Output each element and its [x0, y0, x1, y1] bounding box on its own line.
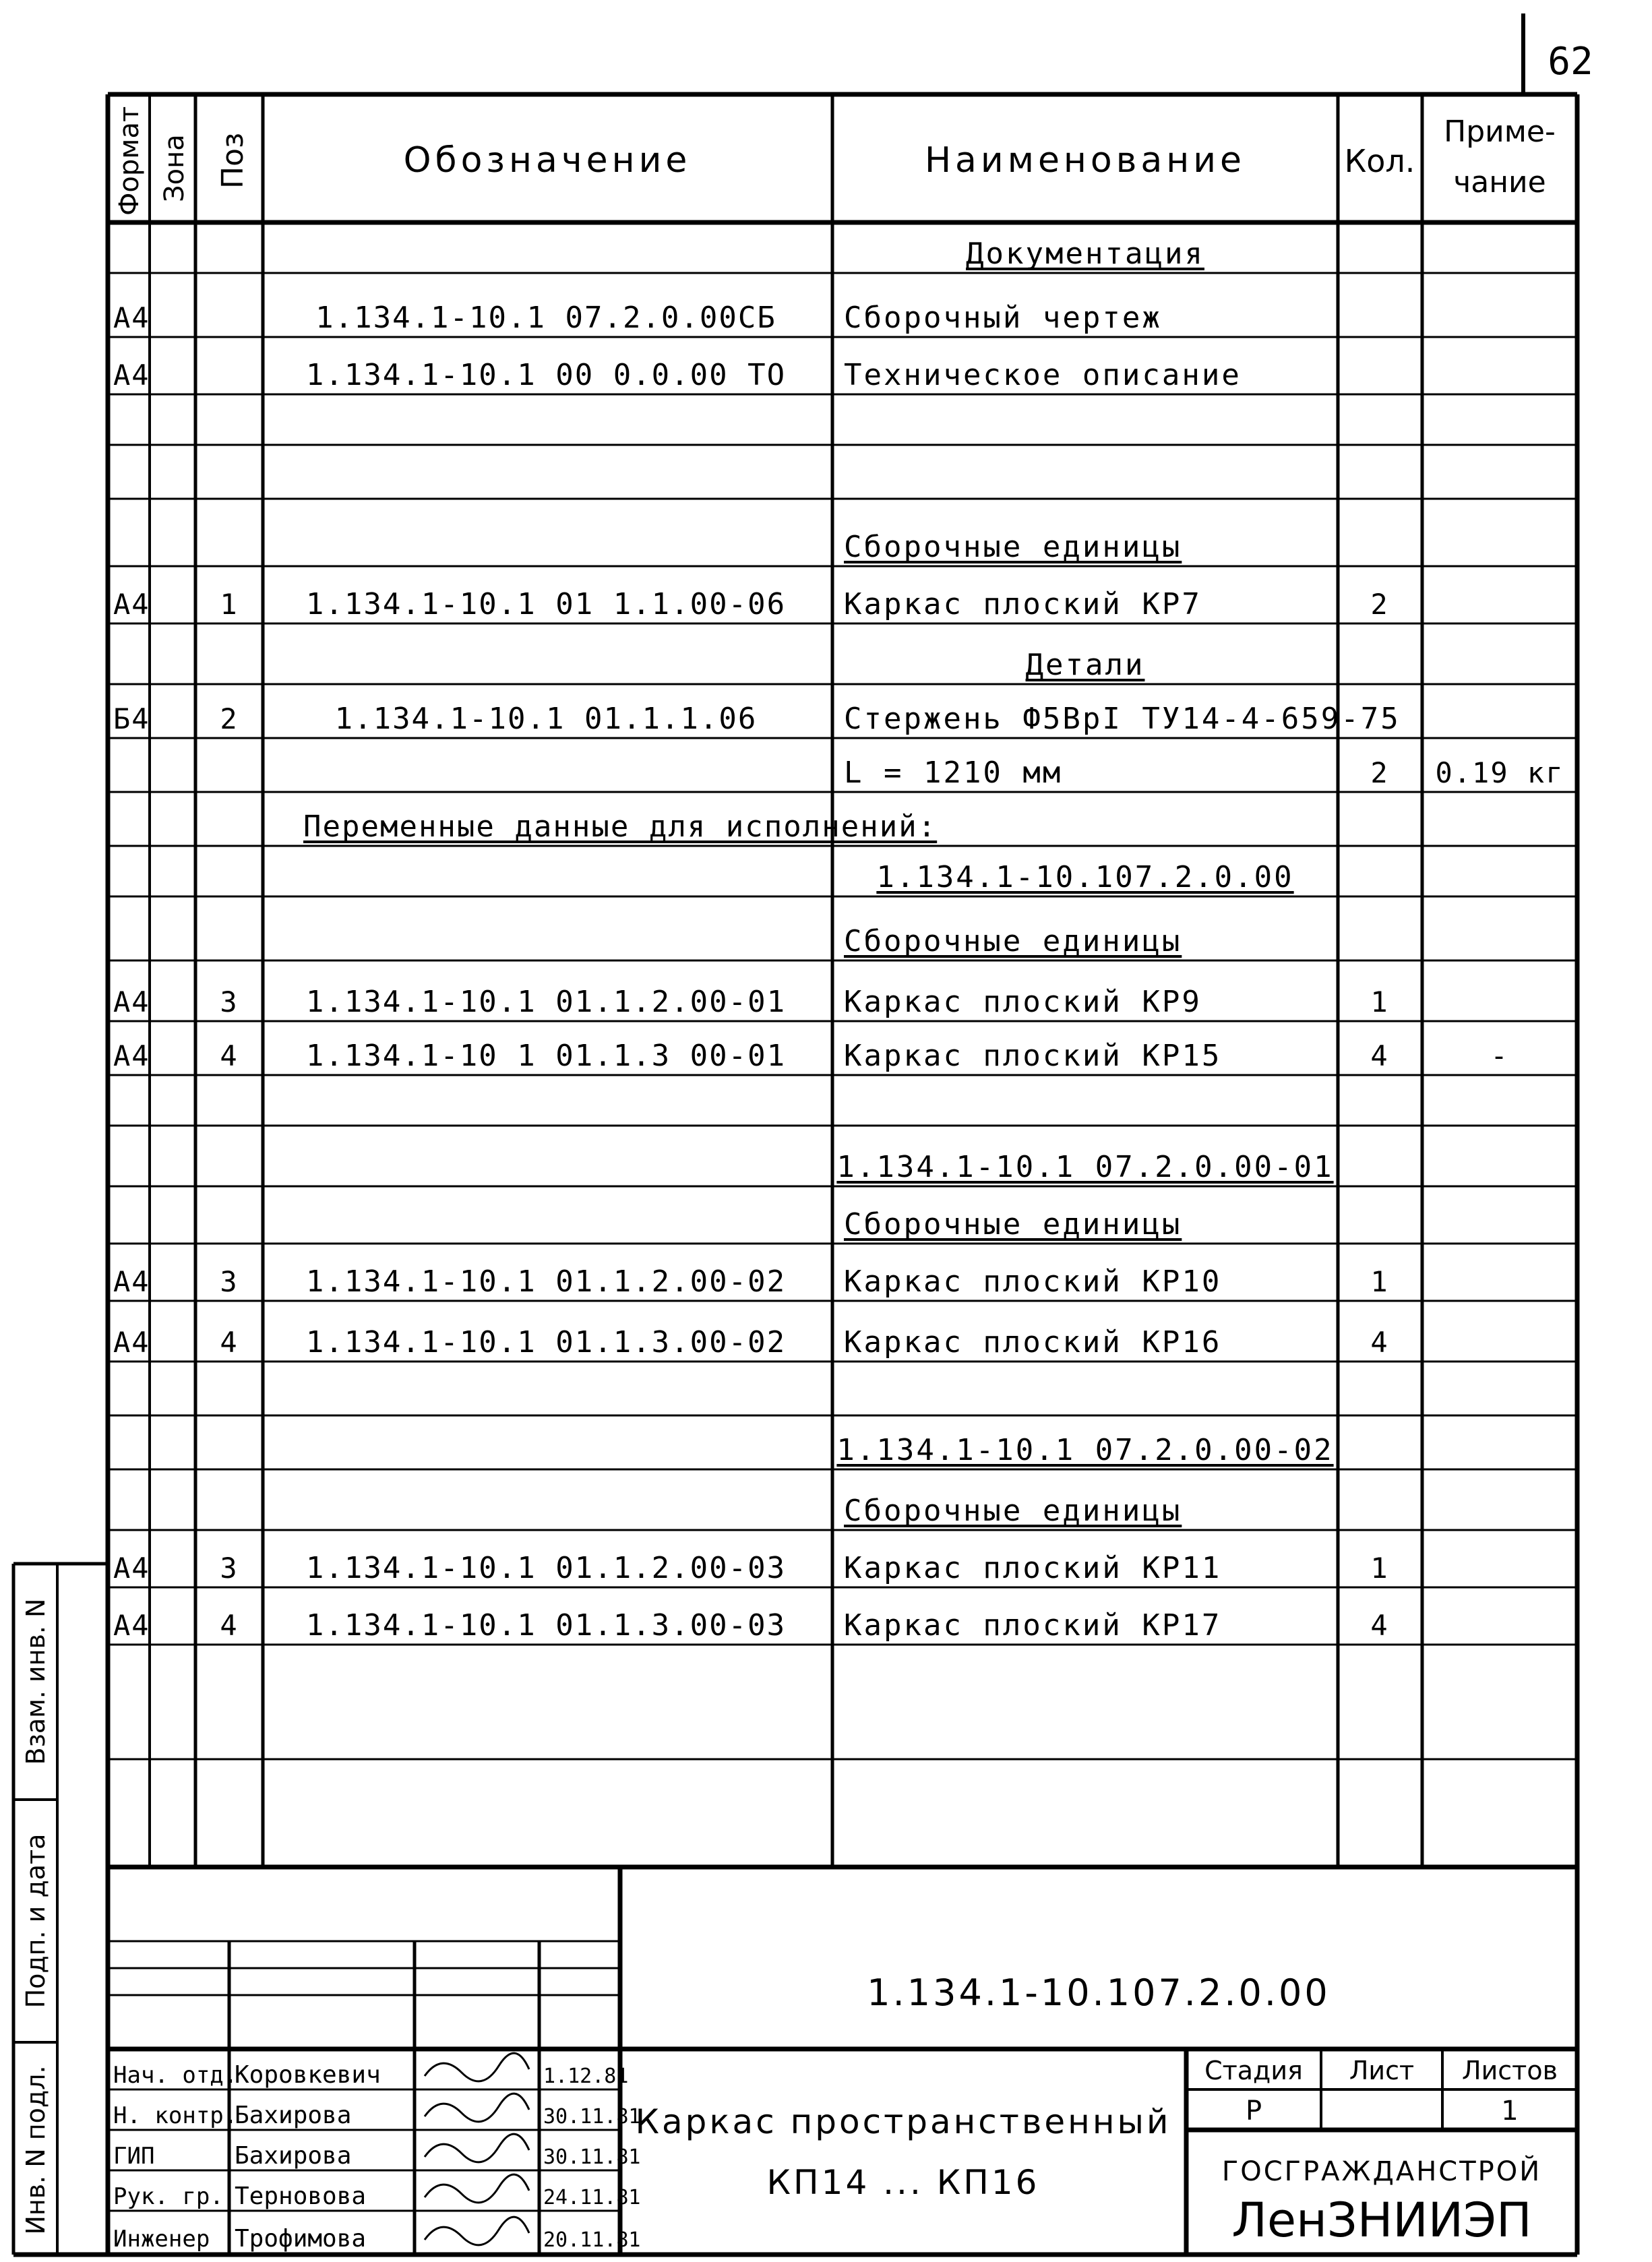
- cell-format: Б4: [113, 702, 150, 735]
- cell-pos: 4: [220, 1609, 239, 1642]
- stage-value: Р: [1245, 2096, 1262, 2127]
- table-row: [836, 1150, 1333, 1184]
- signature-row: [113, 2217, 641, 2253]
- cell-pos: 3: [220, 985, 239, 1018]
- cell-designation: 1.134.1-10.1 01.1.3.00-03: [305, 1608, 787, 1643]
- table-row: [113, 358, 1242, 392]
- signature-role: Рук. гр.: [113, 2183, 224, 2210]
- header-zone: Зона: [159, 134, 190, 202]
- cell-designation: 1.134.1-10.1 00 0.0.00 ТО: [305, 358, 787, 392]
- org-name-1: ГОСГРАЖДАНСТРОЙ: [1221, 2156, 1542, 2187]
- handwritten-signature: [425, 2093, 529, 2122]
- signature-date: 24.11.81: [543, 2186, 641, 2209]
- cell-name: Стержень Ф5ВрI ТУ14-4-659-75: [844, 702, 1401, 736]
- title-block-text: [635, 1971, 1557, 2248]
- signature-date: 30.11.81: [543, 2105, 641, 2129]
- table-row: [303, 809, 937, 844]
- header-format: Формат: [114, 106, 145, 216]
- table-row: [113, 587, 1389, 621]
- cell-format: А4: [113, 588, 150, 621]
- cell-name: 1.134.1-10.1 07.2.0.00-02: [836, 1433, 1334, 1467]
- cell-qty: 4: [1370, 1039, 1389, 1072]
- cell-name: 1.134.1-10.1 07.2.0.00-01: [836, 1150, 1334, 1184]
- cell-format: А4: [113, 1039, 150, 1072]
- cell-format: А4: [113, 1609, 150, 1642]
- table-row: [844, 1207, 1182, 1242]
- cell-qty: 4: [1370, 1609, 1389, 1642]
- signature-name: Бахирова: [235, 2142, 352, 2170]
- cell-designation: 1.134.1-10.1 01.1.1.06: [334, 702, 758, 736]
- cell-designation: 1.134.1-10.1 01.1.2.00-03: [305, 1551, 787, 1585]
- cell-name: Каркас плоский КР7: [844, 587, 1202, 621]
- stage-label: Стадия: [1204, 2056, 1303, 2085]
- cell-name: Сборочные единицы: [844, 924, 1182, 958]
- handwritten-signature: [425, 2134, 529, 2162]
- doc-title-line1: Каркас пространственный: [635, 2102, 1171, 2141]
- header-designation: Обозначение: [403, 140, 692, 181]
- cell-format: А4: [113, 985, 150, 1018]
- signature-date: 1.12.81: [543, 2065, 629, 2088]
- sheets-label: Листов: [1462, 2056, 1558, 2085]
- signature-date: 20.11.81: [543, 2228, 641, 2252]
- signature-table: [113, 2053, 641, 2253]
- side-label-inv-podl: Инв. N подл.: [21, 2065, 51, 2235]
- cell-format: А4: [113, 1552, 150, 1585]
- doc-title-line2: КП14 ... КП16: [766, 2163, 1040, 2202]
- signature-date: 30.11.81: [543, 2145, 641, 2169]
- cell-pos: 4: [220, 1326, 239, 1359]
- org-name-2: ЛенЗНИИЭП: [1231, 2193, 1532, 2248]
- cell-designation: 1.134.1-10.1 01 1.1.00-06: [305, 587, 787, 621]
- signature-role: Инженер: [113, 2226, 210, 2253]
- cell-name: Сборочный чертеж: [844, 301, 1162, 335]
- cell-pos: 2: [220, 702, 239, 735]
- signature-role: Нач. отд.: [113, 2062, 238, 2089]
- table-rows: [113, 237, 1564, 1643]
- cell-name: Документация: [966, 237, 1204, 271]
- doc-code: 1.134.1-10.107.2.0.00: [867, 1971, 1330, 2014]
- page-number-box: [1523, 13, 1593, 94]
- table-row: [966, 237, 1204, 271]
- cell-name: Сборочные единицы: [844, 1207, 1182, 1242]
- cell-designation: Переменные данные для исполнений:: [303, 809, 938, 844]
- side-margin-labels: [21, 1599, 51, 2235]
- cell-note: 0.19 кг: [1435, 756, 1564, 789]
- cell-name: Сборочные единицы: [844, 1494, 1182, 1528]
- table-row: [113, 1551, 1389, 1585]
- table-row: [844, 530, 1182, 564]
- header-note-line2: чание: [1453, 165, 1546, 200]
- sheets-value: 1: [1501, 2096, 1519, 2127]
- cell-pos: 1: [220, 588, 239, 621]
- table-row: [876, 860, 1293, 894]
- signature-role: Н. контр.: [113, 2102, 238, 2129]
- cell-name: Техническое описание: [844, 358, 1242, 392]
- signature-name: Трофимова: [235, 2225, 367, 2253]
- cell-pos: 3: [220, 1552, 239, 1585]
- cell-format: А4: [113, 359, 150, 392]
- table-row: [113, 1264, 1389, 1299]
- cell-qty: 1: [1370, 985, 1389, 1018]
- cell-name: Каркас плоский КР11: [844, 1551, 1222, 1585]
- cell-name: Детали: [1025, 648, 1145, 682]
- signature-name: Терновова: [235, 2182, 367, 2210]
- cell-name: Каркас плоский КР16: [844, 1325, 1222, 1359]
- cell-pos: 3: [220, 1265, 239, 1298]
- cell-name: 1.134.1-10.107.2.0.00: [876, 860, 1294, 894]
- table-row: [844, 756, 1564, 790]
- cell-format: А4: [113, 1265, 150, 1298]
- table-row: [113, 1325, 1389, 1359]
- signature-name: Бахирова: [235, 2102, 352, 2129]
- cell-designation: 1.134.1-10 1 01.1.3 00-01: [305, 1039, 787, 1073]
- header-name: Наименование: [924, 140, 1246, 181]
- cell-designation: 1.134.1-10.1 01.1.2.00-02: [305, 1264, 787, 1299]
- table-row: [113, 702, 1401, 736]
- signature-row: [113, 2134, 641, 2170]
- cell-qty: 4: [1370, 1326, 1389, 1359]
- cell-designation: 1.134.1-10.1 07.2.0.00СБ: [315, 301, 776, 335]
- table-row: [844, 924, 1182, 958]
- handwritten-signature: [425, 2174, 529, 2203]
- header-pos: Поз: [216, 132, 250, 189]
- cell-format: А4: [113, 1326, 150, 1359]
- cell-format: А4: [113, 301, 150, 334]
- main-frame: [13, 94, 1577, 2255]
- table-row: [836, 1433, 1333, 1467]
- cell-name: L = 1210 мм: [844, 756, 1063, 790]
- cell-qty: 1: [1370, 1265, 1389, 1298]
- sheet-label: Лист: [1349, 2056, 1415, 2085]
- signature-role: ГИП: [113, 2143, 155, 2170]
- side-label-vzam-inv: Взам. инв. N: [21, 1598, 51, 1765]
- cell-name: Каркас плоский КР17: [844, 1608, 1222, 1643]
- table-row: [113, 1608, 1389, 1643]
- table-row: [113, 985, 1389, 1019]
- signature-row: [113, 2093, 641, 2129]
- cell-qty: 2: [1370, 756, 1389, 789]
- handwritten-signature: [425, 2217, 529, 2245]
- handwritten-signature: [425, 2053, 529, 2081]
- cell-name: Сборочные единицы: [844, 530, 1182, 564]
- table-row: [113, 301, 1162, 335]
- cell-name: Каркас плоский КР15: [844, 1039, 1222, 1073]
- table-row: [1026, 648, 1145, 682]
- header-note-line1: Приме-: [1444, 115, 1556, 149]
- cell-note: -: [1490, 1039, 1509, 1072]
- table-row: [113, 1039, 1509, 1073]
- cell-name: Каркас плоский КР9: [844, 985, 1202, 1019]
- table-row: [844, 1494, 1182, 1528]
- cell-designation: 1.134.1-10.1 01.1.3.00-02: [305, 1325, 787, 1359]
- header-qty: Кол.: [1344, 143, 1415, 179]
- side-label-podp-data: Подп. и дата: [21, 1833, 51, 2009]
- signature-name: Коровкевич: [235, 2061, 381, 2089]
- cell-designation: 1.134.1-10.1 01.1.2.00-01: [305, 985, 787, 1019]
- cell-qty: 1: [1370, 1552, 1389, 1585]
- signature-row: [113, 2174, 641, 2210]
- cell-pos: 4: [220, 1039, 239, 1072]
- cell-qty: 2: [1370, 588, 1389, 621]
- cell-name: Каркас плоский КР10: [844, 1264, 1222, 1299]
- page-number: 62: [1548, 40, 1593, 84]
- signature-row: [113, 2053, 628, 2089]
